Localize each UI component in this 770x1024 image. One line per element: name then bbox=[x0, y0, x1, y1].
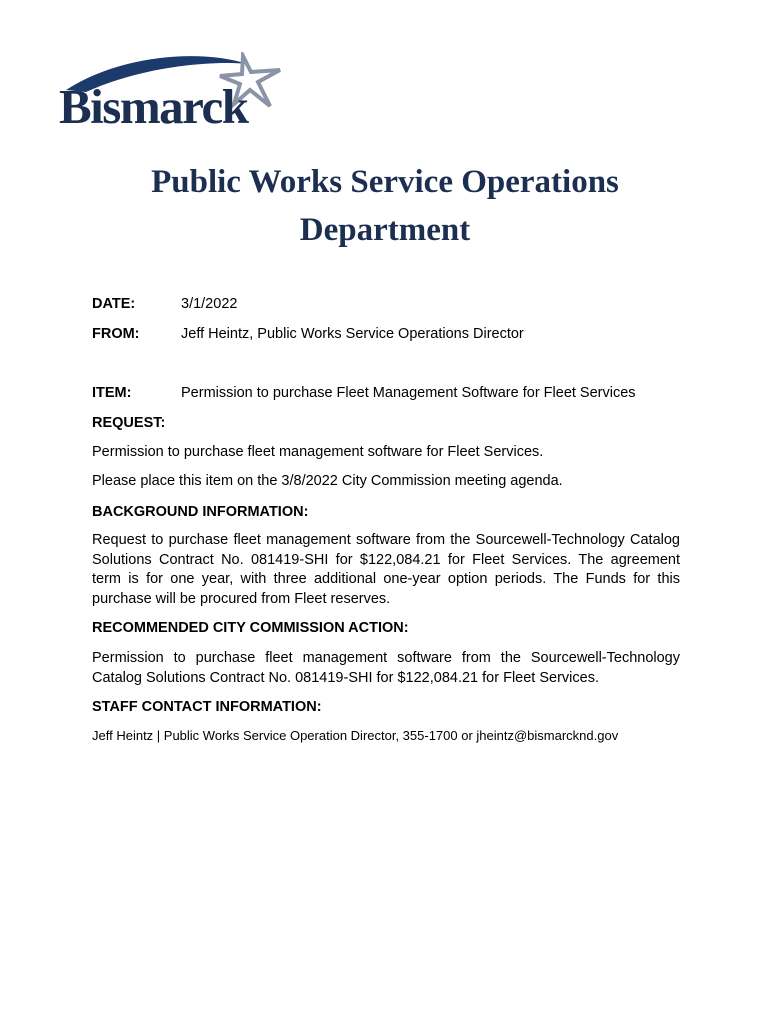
page-title-line2: Department bbox=[299, 212, 471, 248]
request-line2: Please place this item on the 3/8/2022 City Commission meeting agenda. bbox=[92, 473, 563, 489]
background-heading: BACKGROUND INFORMATION: bbox=[92, 504, 309, 520]
request-line1: Permission to purchase fleet management software for Fleet Services. bbox=[92, 444, 544, 460]
logo-wordmark: Bismarck bbox=[59, 79, 248, 134]
item-value: Permission to purchase Fleet Management Software for Fleet Services bbox=[181, 385, 636, 401]
background-text: Request to purchase fleet management software from the Sourcewell-Technology Catalog Solutions Contract No. 081419-SHI for $122,084.21 for Fleet Services. The agreement term is for one year, with three additional one-year option periods. The Funds for this purchase will be procured from Fleet reserves. bbox=[92, 532, 680, 607]
date-value: 3/1/2022 bbox=[181, 296, 238, 312]
bismarck-logo bbox=[58, 52, 288, 136]
page-title-line1: Public Works Service Operations bbox=[151, 164, 619, 200]
item-label: ITEM: bbox=[92, 385, 132, 401]
staff-contact-text: Jeff Heintz | Public Works Service Operation Director, 355-1700 or jheintz@bismarcknd.gov bbox=[92, 728, 619, 743]
recommended-heading: RECOMMENDED CITY COMMISSION ACTION: bbox=[92, 620, 409, 636]
from-label: FROM: bbox=[92, 326, 140, 342]
recommended-text: Permission to purchase fleet management software from the Sourcewell-Technology Catalog Solutions Contract No. 081419-SHI for $122,084.21 for Fleet Services. bbox=[92, 650, 680, 686]
from-value: Jeff Heintz, Public Works Service Operations Director bbox=[181, 326, 524, 342]
date-label: DATE: bbox=[92, 296, 136, 312]
staff-heading: STAFF CONTACT INFORMATION: bbox=[92, 699, 322, 715]
request-heading: REQUEST: bbox=[92, 415, 166, 431]
